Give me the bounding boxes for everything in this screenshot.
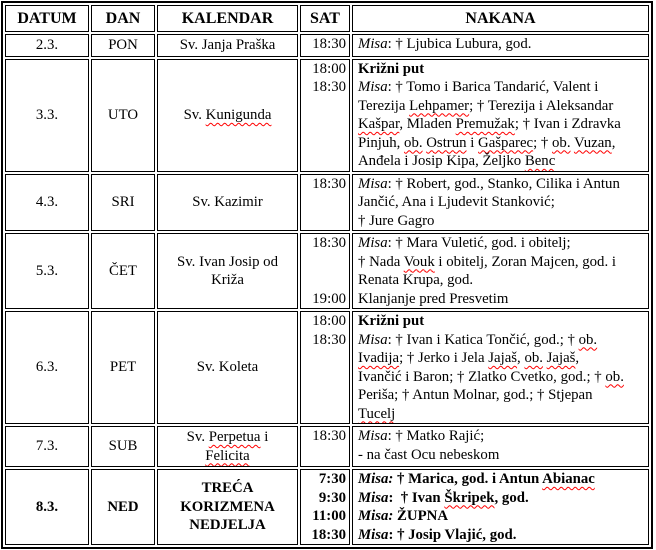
cell-dan: SUB (91, 426, 155, 467)
text-line (358, 234, 646, 253)
text-line (358, 470, 646, 489)
text-line: 11:00 (312, 508, 346, 524)
cell-sat (300, 59, 350, 172)
text-segment: ; † Terezija i Aleksandar (469, 97, 614, 114)
misspelled-word: Jajaš (546, 350, 576, 366)
text-segment: † Nada (358, 253, 404, 270)
text-line (358, 253, 646, 272)
table-row-uto (5, 59, 649, 172)
text-line (358, 193, 646, 212)
table-row-pon (5, 34, 649, 57)
cell-kalendar (157, 233, 298, 309)
text-segment: : † Josip Vlajić, god. (388, 526, 517, 543)
cell-datum: 6.3. (5, 311, 89, 424)
text-segment: Misa (358, 331, 388, 348)
text-line: 7:30 (318, 471, 346, 487)
misspelled-word: Gašparec (478, 134, 534, 151)
text-segment: ; † (533, 134, 553, 151)
misspelled-word: ob. (578, 331, 598, 348)
text-line (358, 405, 646, 424)
text-line: 18:30 (312, 79, 346, 95)
cell-datum: 5.3. (5, 233, 89, 309)
cell-nakana (352, 426, 649, 467)
text-segment: , god. (494, 489, 529, 506)
text-segment: i obitelj, Zoran Majcen, god. i (434, 253, 616, 270)
misspelled-word: Perpetua (208, 429, 261, 445)
text-line (302, 253, 346, 272)
text-segment: Sv. Ivan Josip od (177, 253, 278, 270)
text-segment: Terezija (358, 97, 410, 114)
header-row (5, 5, 649, 32)
text-segment: i (260, 429, 269, 445)
text-line (358, 152, 646, 171)
text-line (302, 271, 346, 290)
column-header-datum: DATUM (5, 5, 89, 32)
cell-kalendar (157, 34, 298, 57)
text-segment: ; † Jerko i Jela (399, 350, 489, 366)
text-segment: : † Mara Vuletić, god. i obitelj; (387, 235, 571, 251)
text-line (358, 115, 646, 134)
misspelled-word: Abianac (542, 471, 595, 487)
text-segment: : † Robert, god., Stanko, Cilika i Antun (387, 175, 620, 192)
text-line (358, 507, 646, 526)
misspelled-word: Jajaš (488, 350, 518, 366)
text-line (358, 134, 646, 153)
text-segment: Jančić, Ana i Ljudevit Stanković; (358, 194, 555, 210)
cell-kalendar (157, 174, 298, 232)
misspelled-word: ob. (552, 134, 571, 151)
misspelled-word: Benc (524, 153, 556, 169)
text-line (160, 516, 295, 535)
cell-dan: PON (91, 34, 155, 57)
misspelled-word: ob. (404, 134, 423, 151)
cell-dan: UTO (91, 59, 155, 172)
cell-sat (300, 34, 350, 57)
text-segment: Ivančić i Baron; † Zlatko Cvetko, god.; † (358, 368, 606, 385)
table-header (5, 5, 649, 32)
cell-dan: NED (91, 469, 155, 545)
text-segment: , (517, 350, 525, 366)
text-line (358, 526, 646, 545)
text-segment: Misa (358, 489, 389, 506)
cell-sat (300, 174, 350, 232)
text-segment: Misa (358, 36, 388, 52)
misspelled-word: Tucelj (358, 405, 396, 422)
text-line (160, 358, 295, 377)
text-segment: Klanjanje pred Presvetim (358, 290, 509, 307)
text-segment: Sv. Kazimir (192, 194, 263, 210)
text-line (160, 253, 295, 272)
cell-kalendar (157, 311, 298, 424)
cell-sat (300, 311, 350, 424)
text-line (358, 60, 646, 79)
misspelled-word: Lehpamer (409, 97, 470, 114)
text-line (160, 428, 295, 447)
text-segment: : † Ivan i Katica Tončić, god.; † (387, 331, 579, 348)
text-segment: Misa: (358, 471, 394, 487)
text-line (160, 447, 295, 466)
cell-dan: ČET (91, 233, 155, 309)
text-segment: Misa (358, 428, 388, 444)
misspelled-word: Premužak (455, 116, 515, 132)
text-segment: Križni put (358, 60, 425, 77)
text-line (358, 489, 646, 508)
text-line (358, 331, 646, 350)
text-segment: Pinjuh, (358, 134, 405, 151)
text-line: 18:30 (312, 331, 346, 348)
table-row-čet (5, 233, 649, 309)
cell-nakana (352, 469, 649, 545)
text-line (160, 193, 295, 212)
text-segment: i (466, 134, 479, 151)
cell-dan: SRI (91, 174, 155, 232)
text-line (160, 479, 295, 498)
text-segment: , (611, 134, 616, 151)
cell-kalendar (157, 426, 298, 467)
text-line (358, 78, 646, 97)
text-segment: Sv. (183, 106, 206, 123)
text-segment: NEDJELJA (189, 517, 266, 534)
cell-nakana (352, 34, 649, 57)
text-segment: Križni put (358, 313, 425, 329)
column-header-kalendar: KALENDAR (157, 5, 298, 32)
text-line (358, 349, 646, 368)
misspelled-word: Vouk (403, 253, 435, 270)
text-line (358, 446, 646, 465)
text-line (358, 290, 646, 309)
cell-sat (300, 233, 350, 309)
table-row-sri (5, 174, 649, 232)
text-segment: ; † Ivan i Zdravka (514, 116, 621, 132)
cell-nakana (352, 59, 649, 172)
misspelled-word: Kašpar (358, 116, 400, 132)
text-line (160, 498, 295, 517)
cell-sat (300, 426, 350, 467)
text-segment: : † Matko Rajić; (387, 428, 485, 444)
column-header-nakana: NAKANA (352, 5, 649, 32)
misspelled-word: Škripek (444, 489, 495, 506)
text-segment: Periša; † Antun Molnar, god.; † Stjepan (358, 387, 593, 403)
cell-datum: 2.3. (5, 34, 89, 57)
text-line (358, 312, 646, 331)
text-segment: Sv. Koleta (196, 359, 259, 376)
mass-schedule-table (1, 1, 653, 549)
cell-sat (300, 469, 350, 545)
cell-datum: 7.3. (5, 426, 89, 467)
cell-kalendar (157, 469, 298, 545)
text-line: 9:30 (318, 489, 346, 506)
text-line (160, 106, 295, 125)
text-segment: † Jure Gagro (358, 212, 435, 229)
text-line (358, 368, 646, 387)
text-segment: - na čast Ocu nebeskom (358, 446, 500, 463)
column-header-dan: DAN (91, 5, 155, 32)
cell-nakana (352, 174, 649, 232)
text-segment: Misa (358, 526, 389, 543)
misspelled-word: Ivadija (358, 350, 400, 366)
text-segment: KORIZMENA (180, 498, 275, 515)
text-segment: : † Ivan (388, 489, 445, 506)
text-segment: Anđela i Josip Kipa, Željko (358, 153, 525, 169)
misspelled-word: ob. (524, 350, 543, 366)
text-segment: TREĆA (201, 480, 254, 497)
text-segment: : † Ljubica Lubura, god. (387, 36, 532, 52)
table-row-pet (5, 311, 649, 424)
text-segment: , (575, 350, 580, 366)
text-segment: Misa: (358, 508, 394, 524)
column-header-sat: SAT (300, 5, 350, 32)
text-line (358, 97, 646, 116)
text-line: 18:30 (312, 428, 346, 444)
text-segment: Misa (358, 79, 388, 95)
text-segment: † Marica, god. i Antun (393, 471, 543, 487)
cell-nakana (352, 233, 649, 309)
text-line (358, 386, 646, 405)
text-segment: Sv. (186, 429, 209, 445)
text-segment: ŽUPNA (393, 508, 449, 524)
text-line: 19:00 (312, 290, 346, 307)
text-segment: Renata Krupa, god. (358, 272, 474, 288)
text-segment: Križa (211, 272, 244, 288)
text-segment: Sv. Janja Praška (179, 37, 276, 53)
text-line (358, 427, 646, 446)
text-segment: Misa (358, 235, 388, 251)
misspelled-word: ob. (605, 368, 624, 385)
misspelled-word: Vuzan (573, 134, 612, 151)
text-line: 18:00 (312, 60, 346, 77)
text-line: 18:00 (312, 313, 346, 329)
text-line (160, 271, 295, 290)
text-line (160, 36, 295, 55)
text-line (358, 175, 646, 194)
text-line: 18:30 (311, 526, 346, 543)
text-segment: : † Tomo i Barica Tandarić, Valent i (387, 79, 599, 95)
cell-nakana (352, 311, 649, 424)
misspelled-word: Ostrun (426, 134, 467, 151)
table-row-sub (5, 426, 649, 467)
text-line: 18:30 (312, 175, 346, 192)
text-line (358, 212, 646, 231)
text-line (358, 271, 646, 290)
table-body (5, 34, 649, 545)
text-segment: , Mladen (399, 116, 456, 132)
table-row-ned (5, 469, 649, 545)
misspelled-word: Felicita (205, 447, 250, 464)
misspelled-word: Kunigunda (205, 106, 272, 123)
text-line: 18:30 (312, 235, 346, 251)
cell-kalendar (157, 59, 298, 172)
cell-datum: 3.3. (5, 59, 89, 172)
cell-dan: PET (91, 311, 155, 424)
cell-datum: 8.3. (5, 469, 89, 545)
text-segment: Misa (358, 175, 388, 192)
cell-datum: 4.3. (5, 174, 89, 232)
text-line (358, 35, 646, 54)
text-line: 18:30 (312, 36, 346, 52)
